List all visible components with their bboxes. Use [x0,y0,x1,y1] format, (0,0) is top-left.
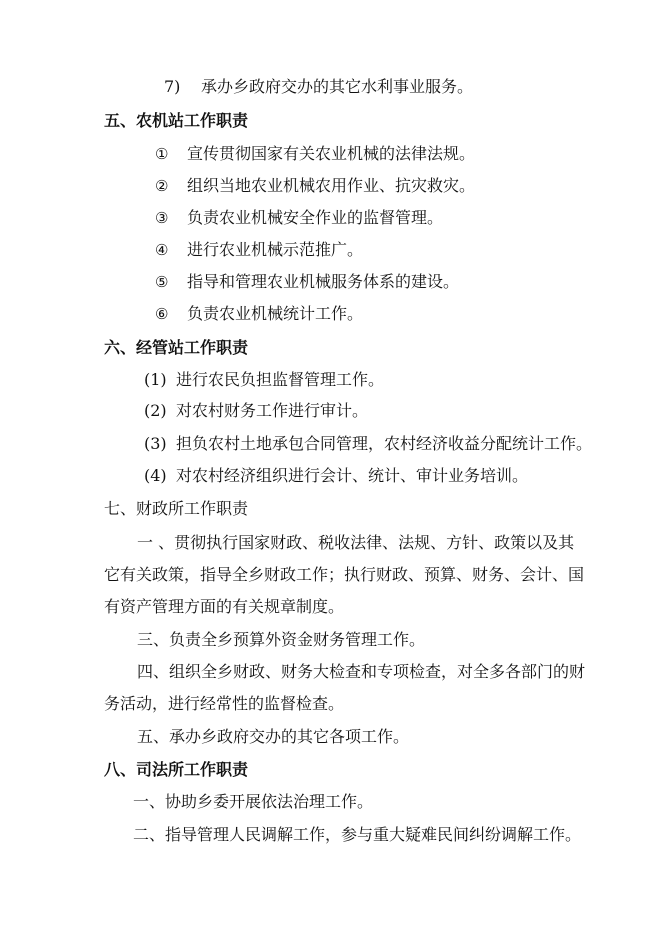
list-item [144,370,384,390]
item-marker: (1) [144,370,167,389]
list-item [155,144,475,164]
item-text: 进行农业机械示范推广。 [187,240,364,259]
section-heading-judicial: 八、司法所工作职责 [104,760,249,779]
list-item [144,401,368,421]
list-item [155,304,363,324]
item-marker: (4) [144,466,167,485]
list-item [155,240,363,260]
item-marker: ⑤ [155,273,169,291]
paragraph: 二、指导管理人民调解工作，参与重大疑难民间纠纷调解工作。 [133,825,582,844]
paragraph-line: 一 、贯彻执行国家财政、税收法律、法规、方针、政策以及其 [137,533,575,552]
item-marker: 7) [164,77,181,96]
list-item [155,208,443,228]
item-marker: ⑥ [155,305,169,323]
paragraph-line: 务活动，进行经常性的监督检查。 [104,694,345,713]
list-item [144,434,592,454]
item-text: 进行农民负担监督管理工作。 [176,370,385,389]
paragraph-line: 四、组织全乡财政、财务大检查和专项检查，对全多各部门的财 [137,662,586,681]
paragraph: 五、承办乡政府交办的其它各项工作。 [137,727,410,746]
list-item [155,272,459,292]
item-text: 担负农村土地承包合同管理，农村经济收益分配统计工作。 [176,434,593,453]
paragraph: 三、负责全乡预算外资金财务管理工作。 [137,630,426,649]
list-item [144,466,528,486]
item-text: 承办乡政府交办的其它水利事业服务。 [201,77,474,96]
section-heading-economic-management: 六、经管站工作职责 [104,338,249,357]
item-marker: ④ [155,241,169,259]
item-marker: (3) [144,434,167,453]
item-text: 负责农业机械安全作业的监督管理。 [187,208,444,227]
item-text: 宣传贯彻国家有关农业机械的法律法规。 [187,144,476,163]
item-text: 负责农业机械统计工作。 [187,304,364,323]
item-marker: ③ [155,209,169,227]
section-heading-finance: 七、财政所工作职责 [104,499,249,518]
item-text: 组织当地农业机械农用作业、抗灾救灾。 [187,176,476,195]
paragraph-line: 有资产管理方面的有关规章制度。 [104,597,345,616]
paragraph-line: 它有关政策，指导全乡财政工作；执行财政、预算、财务、会计、国 [104,565,585,584]
item-marker: (2) [144,401,167,420]
item-marker: ② [155,177,169,195]
item-text: 对农村经济组织进行会计、统计、审计业务培训。 [176,466,529,485]
item-text: 对农村财务工作进行审计。 [176,401,369,420]
item-marker: ① [155,145,169,163]
section-heading-agri-machinery: 五、农机站工作职责 [104,111,249,130]
paragraph: 一、协助乡委开展依法治理工作。 [133,792,374,811]
list-item [155,176,475,196]
item-text: 指导和管理农业机械服务体系的建设。 [187,272,460,291]
list-item [164,77,473,97]
